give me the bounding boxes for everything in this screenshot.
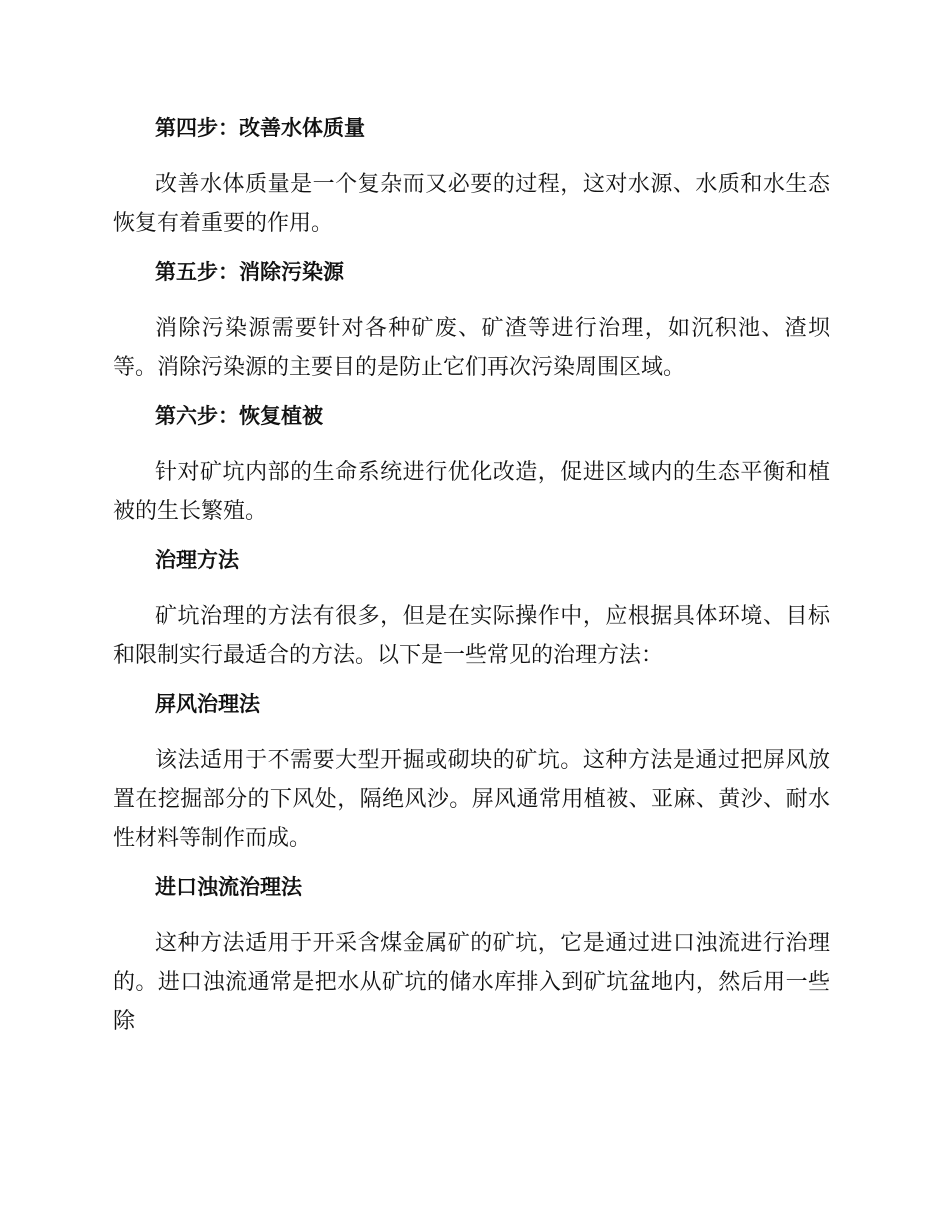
paragraph-step6: 针对矿坑内部的生命系统进行优化改造，促进区域内的生态平衡和植被的生长繁殖。: [113, 460, 830, 524]
paragraph-methods: 矿坑治理的方法有很多，但是在实际操作中，应根据具体环境、目标和限制实行最适合的方法。以下是一些常见的治理方法：: [113, 604, 830, 668]
section-heading-screen-method: 屏风治理法: [155, 692, 260, 716]
paragraph-step4: 改善水体质量是一个复杂而又必要的过程，这对水源、水质和水生态恢复有着重要的作用。: [113, 172, 830, 236]
paragraph-inflow-method: 这种方法适用于开采含煤金属矿的矿坑，它是通过进口浊流进行治理的。进口浊流通常是把水从矿坑的储水库排入到矿坑盆地内，然后用一些除: [113, 931, 830, 1034]
section-heading-step4: 第四步：改善水体质量: [155, 116, 365, 140]
section-heading-inflow-method: 进口浊流治理法: [155, 875, 302, 899]
paragraph-screen-method: 该法适用于不需要大型开掘或砌块的矿坑。这种方法是通过把屏风放置在挖掘部分的下风处，隔绝风沙。屏风通常用植被、亚麻、黄沙、耐水性材料等制作而成。: [113, 748, 830, 851]
section-heading-step5: 第五步：消除污染源: [155, 260, 344, 284]
section-heading-step6: 第六步：恢复植被: [155, 404, 323, 428]
section-heading-methods: 治理方法: [155, 548, 239, 572]
document-body: [113, 113, 830, 1055]
paragraph-step5: 消除污染源需要针对各种矿废、矿渣等进行治理，如沉积池、渣坝等。消除污染源的主要目的是防止它们再次污染周围区域。: [113, 316, 830, 380]
